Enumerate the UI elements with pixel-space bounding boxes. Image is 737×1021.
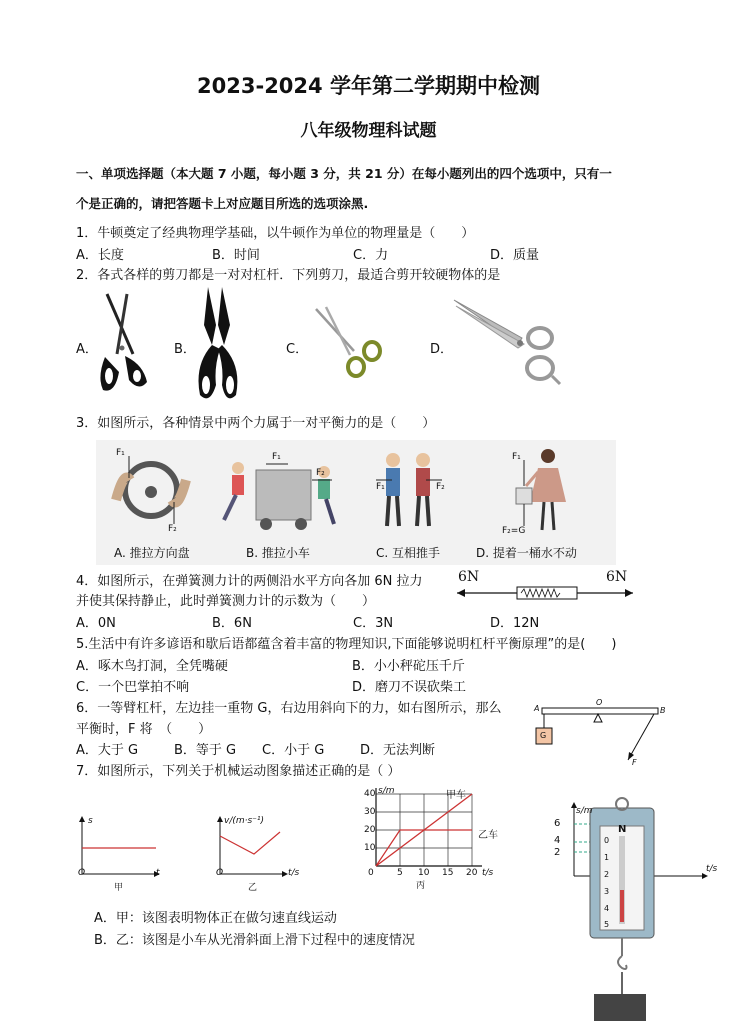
section-instructions-line1: 一、单项选择题（本大题 7 小题，每小题 3 分，共 21 分）在每小题列出的四个选项中，只有一 — [76, 166, 612, 181]
q4-stem-line1: 4．如图所示，在弹簧测力计的两侧沿水平方向各加 6N 拉力 — [76, 574, 423, 589]
q2-label-a[interactable]: A． — [76, 342, 98, 357]
q3-caption-c[interactable]: C. 互相推手 — [376, 546, 441, 560]
q3-a-f2: F₂ — [168, 524, 177, 534]
q1-option-a[interactable]: A．长度 — [76, 248, 124, 263]
q7-yi-xlabel: t/s — [288, 868, 300, 878]
q7-ding-scale-3: 3 — [604, 887, 610, 896]
scissors-b-image — [192, 285, 252, 405]
q7-bing-xlabel: t/s — [482, 868, 494, 878]
q7-stem: 7．如图所示，下列关于机械运动图象描述正确的是（ ） — [76, 764, 401, 779]
q3-stem: 3．如图所示，各种情景中两个力属于一对平衡力的是（ ） — [76, 416, 436, 431]
q2-label-d[interactable]: D． — [430, 342, 454, 357]
q3-b-f2: F₂ — [316, 468, 325, 478]
q6-option-a[interactable]: A．大于 G — [76, 743, 139, 758]
q6-label-g: G — [540, 731, 547, 740]
two-people-pushing-icon — [386, 453, 430, 526]
q1-option-d[interactable]: D．质量 — [490, 248, 540, 263]
q6-label-a: A — [534, 704, 540, 713]
q1-stem: 1．牛顿奠定了经典物理学基础，以牛顿作为单位的物理量是（ ） — [76, 226, 475, 241]
q5-option-a[interactable]: A．啄木鸟打洞，全凭嘴硬 — [76, 659, 228, 674]
steering-wheel-icon — [116, 464, 186, 516]
q5-option-b[interactable]: B．小小秤砣压千斤 — [352, 659, 465, 674]
q7-jia-origin: O — [78, 868, 86, 878]
q2-label-b[interactable]: B． — [174, 342, 196, 357]
q7-ding-ytick-2: 2 — [554, 847, 561, 858]
q5-option-c[interactable]: C．一个巴掌拍不响 — [76, 680, 190, 695]
q7-bing-line2-label: 乙车 — [478, 830, 498, 841]
q6-option-c[interactable]: C．小于 G — [262, 743, 325, 758]
q7-ding-scale-2: 2 — [604, 870, 610, 879]
q7-graph-yi — [212, 814, 312, 894]
q6-lever-figure — [530, 696, 670, 770]
q7-option-b[interactable]: B．乙：该图是小车从光滑斜面上滑下过程中的速度情况 — [94, 933, 415, 948]
small-scissors-icon — [316, 307, 380, 376]
q6-option-d[interactable]: D．无法判断 — [360, 743, 436, 758]
q7-option-a[interactable]: A．甲：该图表明物体正在做匀速直线运动 — [94, 911, 337, 926]
q1-option-c[interactable]: C．力 — [353, 248, 389, 263]
q7-ding-scale-4: 4 — [604, 904, 610, 913]
q7-bing-xtick-15: 15 — [442, 868, 454, 878]
q4-stem-line2: 并使其保持静止，此时弹簧测力计的示数为（ ） — [76, 594, 376, 609]
q7-bing-xtick-20: 20 — [466, 868, 478, 878]
q3-caption-a[interactable]: A. 推拉方向盘 — [114, 546, 190, 560]
q1-option-b[interactable]: B．时间 — [212, 248, 260, 263]
q7-bing-ytick-10: 10 — [364, 843, 376, 853]
section-instructions-line2: 个是正确的，请把答题卡上对应题目所选的选项涂黑. — [76, 196, 369, 211]
q6-label-b: B — [660, 706, 666, 715]
q7-bing-ytick-30: 30 — [364, 807, 376, 817]
q5-option-d[interactable]: D．磨刀不误砍柴工 — [352, 680, 467, 695]
q4-spring-scale-figure — [455, 584, 635, 602]
q6-label-f: F — [632, 758, 637, 767]
q7-ding-scale-5: 5 — [604, 920, 610, 929]
q7-bing-ylabel: s/m — [378, 786, 395, 796]
q7-ding-ylabel: s/m — [576, 806, 593, 816]
q4-force-right: 6N — [606, 569, 628, 585]
q4-option-a[interactable]: A．0N — [76, 616, 116, 631]
tin-snips-icon — [199, 287, 238, 398]
q7-ding-meter-unit: N — [618, 824, 627, 835]
q4-option-d[interactable]: D．12N — [490, 616, 540, 631]
haircut-scissors-icon — [454, 300, 560, 384]
q4-option-b[interactable]: B．6N — [212, 616, 252, 631]
spring-scale-icon — [517, 587, 577, 599]
q7-yi-ylabel: v/(m·s⁻¹) — [224, 816, 265, 826]
q3-figure — [96, 440, 616, 565]
q7-jia-xlabel: t — [156, 868, 160, 878]
q7-ding-ytick-6: 6 — [554, 818, 561, 829]
q7-graph-ding — [546, 796, 722, 1021]
q7-bing-origin: 0 — [368, 868, 374, 878]
scissors-c-image — [312, 305, 384, 380]
q7-yi-caption: 乙 — [248, 883, 258, 893]
q7-graph-jia — [74, 814, 164, 894]
q6-stem-line1: 6．一等臂杠杆，左边挂一重物 G，右边用斜向下的力，如右图所示，那么 — [76, 701, 502, 716]
q7-bing-caption: 丙 — [416, 881, 426, 891]
q2-label-c[interactable]: C． — [286, 342, 309, 357]
q3-b-f1: F₁ — [272, 452, 281, 462]
scissors-a-image — [95, 292, 155, 397]
q4-option-c[interactable]: C．3N — [353, 616, 394, 631]
q3-c-f1: F₁ — [376, 482, 385, 492]
q3-a-f1: F₁ — [116, 448, 125, 458]
q3-d-f2: F₂=G — [502, 526, 526, 536]
q7-graph-bing — [354, 786, 519, 896]
q7-bing-ytick-20: 20 — [364, 825, 376, 835]
q7-ding-ytick-4: 4 — [554, 835, 561, 846]
q7-jia-ylabel: s — [88, 816, 93, 826]
exam-subtitle: 八年级物理科试题 — [300, 121, 437, 141]
q3-caption-d[interactable]: D. 提着一桶水不动 — [476, 546, 577, 560]
q7-yi-origin: O — [216, 868, 224, 878]
q7-bing-xtick-5: 5 — [397, 868, 403, 878]
q6-option-b[interactable]: B．等于 G — [174, 743, 237, 758]
scissors-d-image — [452, 296, 564, 388]
q7-jia-caption: 甲 — [114, 883, 124, 893]
scissors-icon — [100, 294, 147, 391]
q5-stem: 5.生活中有许多谚语和歇后语都蕴含着丰富的物理知识,下面能够说明杠杆平衡原理”的是( ) — [76, 637, 617, 652]
q3-d-f1: F₁ — [512, 452, 521, 462]
q7-bing-xtick-10: 10 — [418, 868, 430, 878]
q4-force-left: 6N — [458, 569, 480, 585]
q7-bing-line1-label: 甲车 — [446, 790, 466, 801]
q2-stem: 2．各式各样的剪刀都是一对对杠杆．下列剪刀，最适合剪开较硬物体的是 — [76, 268, 501, 283]
q7-ding-scale-0: 0 — [604, 836, 610, 845]
exam-title: 2023-2024 学年第二学期期中检测 — [197, 74, 540, 98]
q3-c-f2: F₂ — [436, 482, 445, 492]
q6-stem-line2: 平衡时，F 将 （ ） — [76, 722, 212, 737]
q7-bing-ytick-40: 40 — [364, 789, 376, 799]
q6-label-o: O — [596, 698, 603, 707]
q7-ding-scale-1: 1 — [604, 853, 610, 862]
q3-caption-b[interactable]: B. 推拉小车 — [246, 546, 310, 560]
q7-ding-xlabel: t/s — [706, 864, 718, 874]
